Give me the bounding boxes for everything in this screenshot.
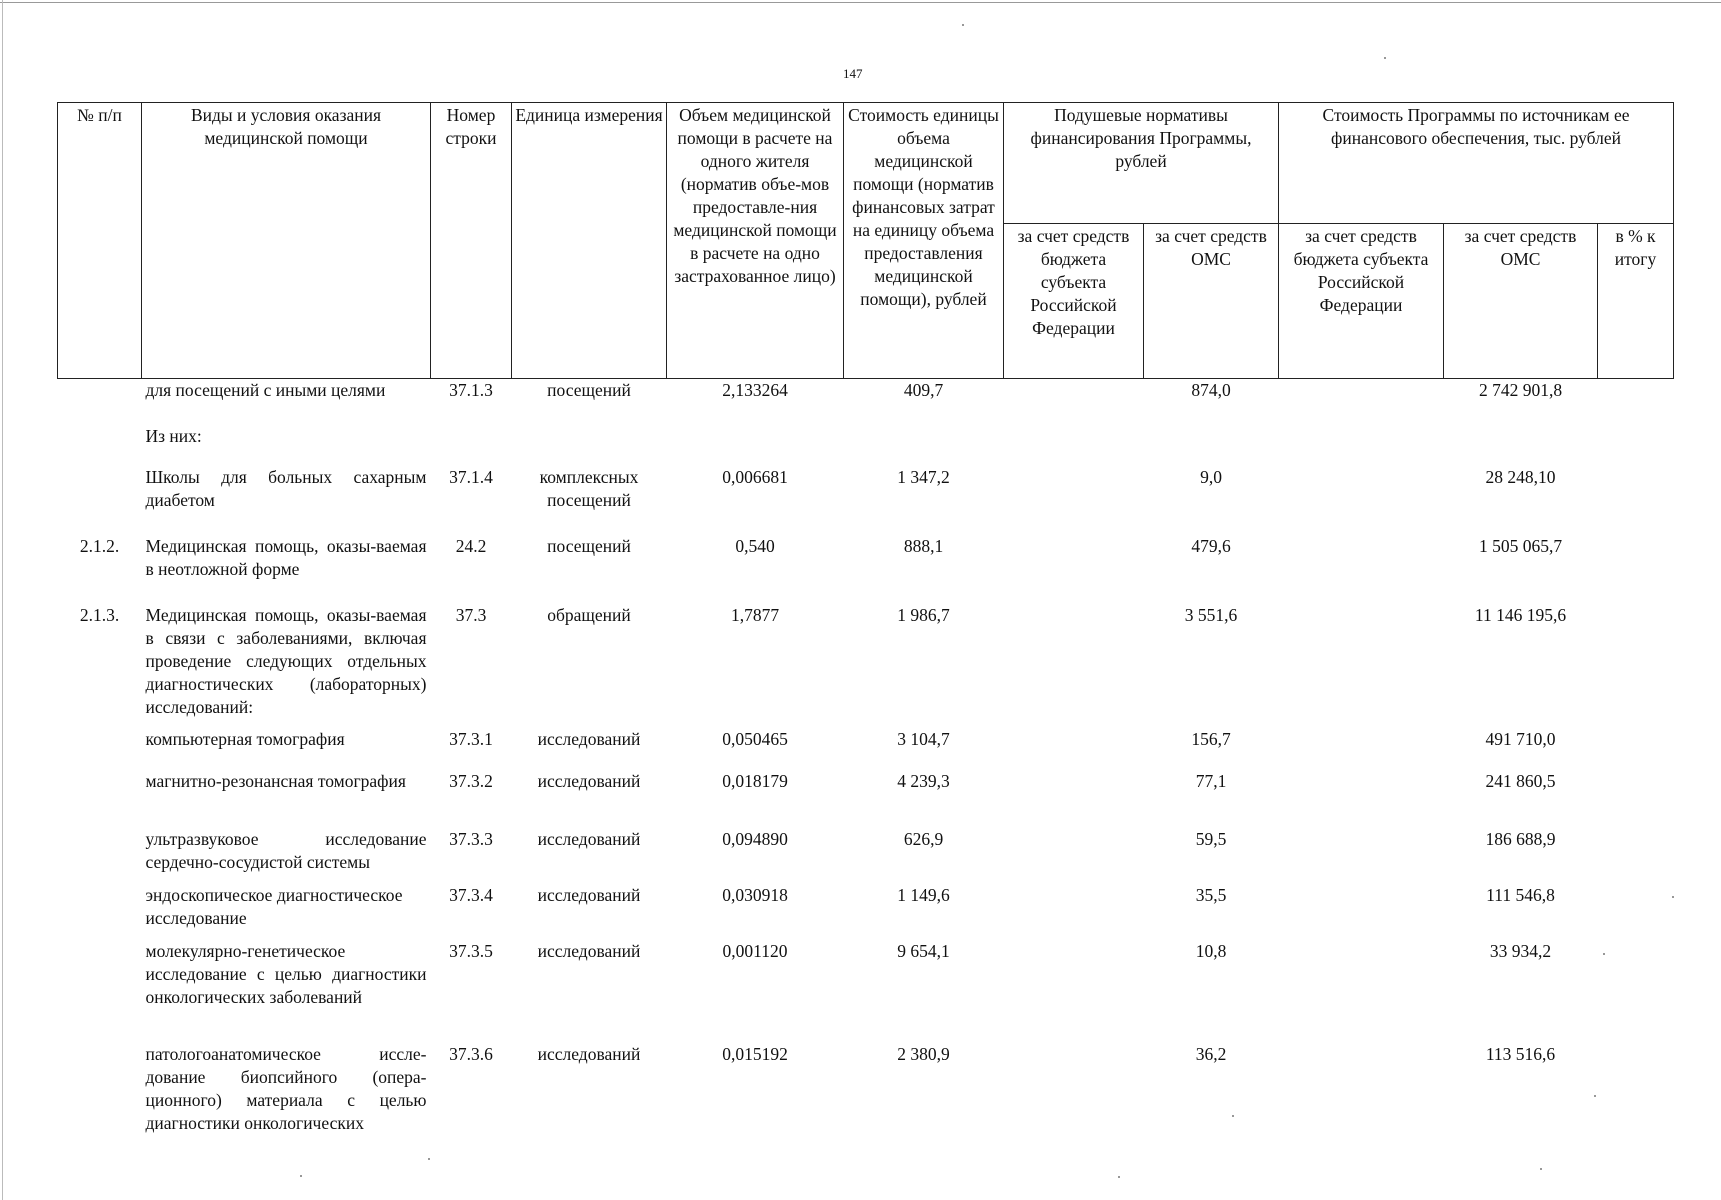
row-cost: 1 347,2 (897, 466, 950, 487)
financing-table (57, 102, 1674, 1135)
scan-speck (1603, 953, 1605, 955)
row-volume: 0,015192 (722, 1043, 788, 1064)
row-num: 2.1.2. (79, 535, 120, 556)
header-volume: Объем медицинской помощи в расчете на одного жителя (норматив объе-мов предоставле-ния медицинской помощи в расчете на одно застрахованное лицо) (667, 103, 844, 379)
row-line: 37.1.3 (449, 380, 493, 400)
row-pc-budget (1004, 379, 1144, 425)
row-pc-oms: 35,5 (1195, 884, 1227, 905)
row-pc-budget (1004, 1043, 1144, 1135)
table-row (58, 1043, 1674, 1135)
row-unit (512, 425, 667, 466)
header-line-number: Номер строки (431, 103, 512, 379)
row-percent (1598, 884, 1674, 940)
scan-speck (962, 24, 964, 26)
header-unit: Единица измерения (512, 103, 667, 379)
row-cost-oms (1444, 425, 1598, 466)
row-pc-oms: 77,1 (1195, 770, 1227, 791)
row-cost-oms: 33 934,2 (1489, 940, 1552, 961)
scan-speck (1118, 1176, 1120, 1178)
table-row (58, 466, 1674, 535)
row-unit: исследований (537, 828, 641, 849)
row-line: 37.3.6 (449, 1043, 493, 1064)
row-name: для посещений с иными целями (145, 380, 386, 400)
scan-speck (300, 1175, 302, 1177)
table-row (58, 425, 1674, 466)
row-num (58, 379, 142, 425)
row-name: компьютерная томография (145, 728, 345, 749)
row-pc-budget (1004, 604, 1144, 728)
row-cost-budget (1279, 884, 1444, 940)
row-unit: исследований (537, 770, 641, 791)
row-pc-oms: 3 551,6 (1184, 604, 1238, 625)
row-volume: 2,133264 (722, 380, 788, 400)
row-volume: 0,030918 (722, 884, 788, 905)
row-cost-budget (1279, 728, 1444, 770)
row-cost-budget (1279, 379, 1444, 425)
row-cost: 626,9 (903, 828, 944, 849)
row-cost: 4 239,3 (897, 770, 950, 791)
row-cost-budget (1279, 425, 1444, 466)
row-cost (844, 425, 1004, 466)
table-row (58, 884, 1674, 940)
row-num (58, 828, 142, 884)
row-cost-oms: 2 742 901,8 (1478, 380, 1563, 400)
row-percent (1598, 1043, 1674, 1135)
row-name: Из них: (145, 425, 202, 446)
row-unit: исследований (537, 1043, 641, 1064)
row-pc-oms: 479,6 (1191, 535, 1231, 556)
row-line: 37.3 (455, 604, 487, 625)
row-num (58, 884, 142, 940)
row-unit: посещений (547, 380, 631, 400)
row-cost: 1 986,7 (897, 604, 950, 625)
row-line: 37.3.4 (449, 884, 493, 905)
page-edge (2, 0, 3, 1200)
header-cost-oms: за счет средств ОМС (1444, 224, 1598, 379)
row-cost: 9 654,1 (897, 940, 950, 961)
header-per-capita-group: Подушевые нормативы финансирования Программы, рублей (1004, 103, 1279, 224)
row-unit: обращений (547, 604, 631, 625)
row-num (58, 770, 142, 828)
table-row (58, 379, 1674, 425)
row-num: 2.1.3. (79, 604, 120, 625)
row-pc-budget (1004, 770, 1144, 828)
row-percent (1598, 425, 1674, 466)
row-cost-oms: 241 860,5 (1485, 770, 1556, 791)
row-cost-oms: 186 688,9 (1485, 828, 1556, 849)
row-name: Медицинская помощь, оказы-ваемая в неотложной форме (145, 535, 427, 579)
row-line (431, 425, 512, 466)
row-percent (1598, 728, 1674, 770)
row-pc-oms: 10,8 (1195, 940, 1227, 961)
row-percent (1598, 466, 1674, 535)
table-row (58, 770, 1674, 828)
scan-speck (1672, 896, 1674, 898)
row-name: магнитно-резонансная томография (145, 770, 406, 791)
row-line: 37.3.1 (449, 728, 493, 749)
table-row (58, 604, 1674, 728)
header-care-type: Виды и условия оказания медицинской помощи (142, 103, 431, 379)
row-volume (667, 425, 844, 466)
row-num (58, 940, 142, 1043)
row-volume: 0,006681 (722, 466, 788, 487)
scan-speck (1594, 1095, 1596, 1097)
row-cost-budget (1279, 466, 1444, 535)
row-pc-oms (1144, 425, 1279, 466)
row-name: Школы для больных сахарным диабетом (145, 466, 427, 510)
table-row (58, 535, 1674, 604)
row-pc-oms: 36,2 (1195, 1043, 1227, 1064)
scan-speck (428, 1158, 430, 1160)
row-pc-budget (1004, 425, 1144, 466)
row-name: молекулярно-генетическое исследование с целью диагностики онкологических заболеваний (145, 940, 427, 1007)
row-pc-budget (1004, 466, 1144, 535)
row-cost-oms: 28 248,10 (1485, 466, 1556, 487)
row-cost-oms: 111 546,8 (1486, 884, 1555, 905)
row-line: 24.2 (455, 535, 487, 556)
row-cost-budget (1279, 604, 1444, 728)
row-cost: 409,7 (903, 380, 944, 400)
row-cost-oms: 1 505 065,7 (1478, 535, 1563, 556)
row-cost-budget (1279, 940, 1444, 1043)
row-unit: комплексных посещений (539, 466, 639, 510)
row-line: 37.3.5 (449, 940, 493, 961)
row-percent (1598, 828, 1674, 884)
header-percent-total: в % к итогу (1598, 224, 1674, 379)
row-unit: исследований (537, 884, 641, 905)
row-cost-oms: 113 516,6 (1485, 1043, 1556, 1064)
row-line: 37.3.3 (449, 828, 493, 849)
scan-speck (1232, 1115, 1234, 1117)
row-percent (1598, 604, 1674, 728)
row-name: ультразвуковое исследование сердечно-сосудистой системы (145, 828, 427, 872)
row-pc-budget (1004, 728, 1144, 770)
row-pc-budget (1004, 884, 1144, 940)
row-num (58, 1043, 142, 1135)
row-line: 37.1.4 (449, 466, 493, 487)
row-pc-budget (1004, 940, 1144, 1043)
row-cost: 888,1 (903, 535, 944, 556)
row-pc-oms: 156,7 (1191, 728, 1231, 749)
row-num (58, 425, 142, 466)
row-cost: 1 149,6 (897, 884, 950, 905)
table-row (58, 828, 1674, 884)
row-volume: 1,7877 (730, 604, 780, 625)
row-cost-budget (1279, 770, 1444, 828)
row-percent (1598, 379, 1674, 425)
row-pc-budget (1004, 535, 1144, 604)
row-volume: 0,001120 (722, 940, 788, 961)
row-unit: исследований (537, 728, 641, 749)
row-cost-oms: 11 146 195,6 (1474, 604, 1567, 625)
row-pc-oms: 874,0 (1191, 380, 1231, 400)
row-volume: 0,094890 (722, 828, 788, 849)
row-volume: 0,018179 (722, 770, 788, 791)
row-pc-oms: 59,5 (1195, 828, 1227, 849)
header-cost-budget: за счет средств бюджета субъекта Российской Федерации (1279, 224, 1444, 379)
row-unit: исследований (537, 940, 641, 961)
row-percent (1598, 940, 1674, 1043)
scan-speck (1384, 57, 1386, 59)
row-num (58, 466, 142, 535)
scan-speck (1540, 1168, 1542, 1170)
row-volume: 0,050465 (722, 728, 788, 749)
row-cost-oms: 491 710,0 (1485, 728, 1556, 749)
row-percent (1598, 535, 1674, 604)
header-unit-cost: Стоимость единицы объема медицинской помощи (норматив финансовых затрат на единицу объема предоставления медицинской помощи), рублей (844, 103, 1004, 379)
page-edge (0, 2, 1721, 3)
row-name: Медицинская помощь, оказы-ваемая в связи с заболеваниями, включая проведение следующих отдельных диагностических (лабораторных) исследований: (145, 604, 427, 717)
row-name: патологоанатомическое иссле-дование биопсийного (опера-ционного) материала с целью диагностики онкологических (145, 1043, 427, 1133)
header-num: № п/п (58, 103, 142, 379)
row-line: 37.3.2 (449, 770, 493, 791)
row-cost: 2 380,9 (897, 1043, 950, 1064)
header-per-capita-oms: за счет средств ОМС (1144, 224, 1279, 379)
row-cost: 3 104,7 (897, 728, 950, 749)
row-pc-budget (1004, 828, 1144, 884)
row-pc-oms: 9,0 (1200, 466, 1222, 487)
header-program-cost-group: Стоимость Программы по источникам ее финансового обеспечения, тыс. рублей (1279, 103, 1674, 224)
row-volume: 0,540 (735, 535, 775, 556)
row-cost-budget (1279, 828, 1444, 884)
table-row (58, 728, 1674, 770)
row-num (58, 728, 142, 770)
table-row (58, 940, 1674, 1043)
header-per-capita-budget: за счет средств бюджета субъекта Российской Федерации (1004, 224, 1144, 379)
row-unit: посещений (547, 535, 631, 556)
page-number: 147 (843, 66, 863, 81)
row-percent (1598, 770, 1674, 828)
row-cost-budget (1279, 535, 1444, 604)
row-cost-budget (1279, 1043, 1444, 1135)
row-name: эндоскопическое диагностическое исследование (145, 884, 403, 928)
